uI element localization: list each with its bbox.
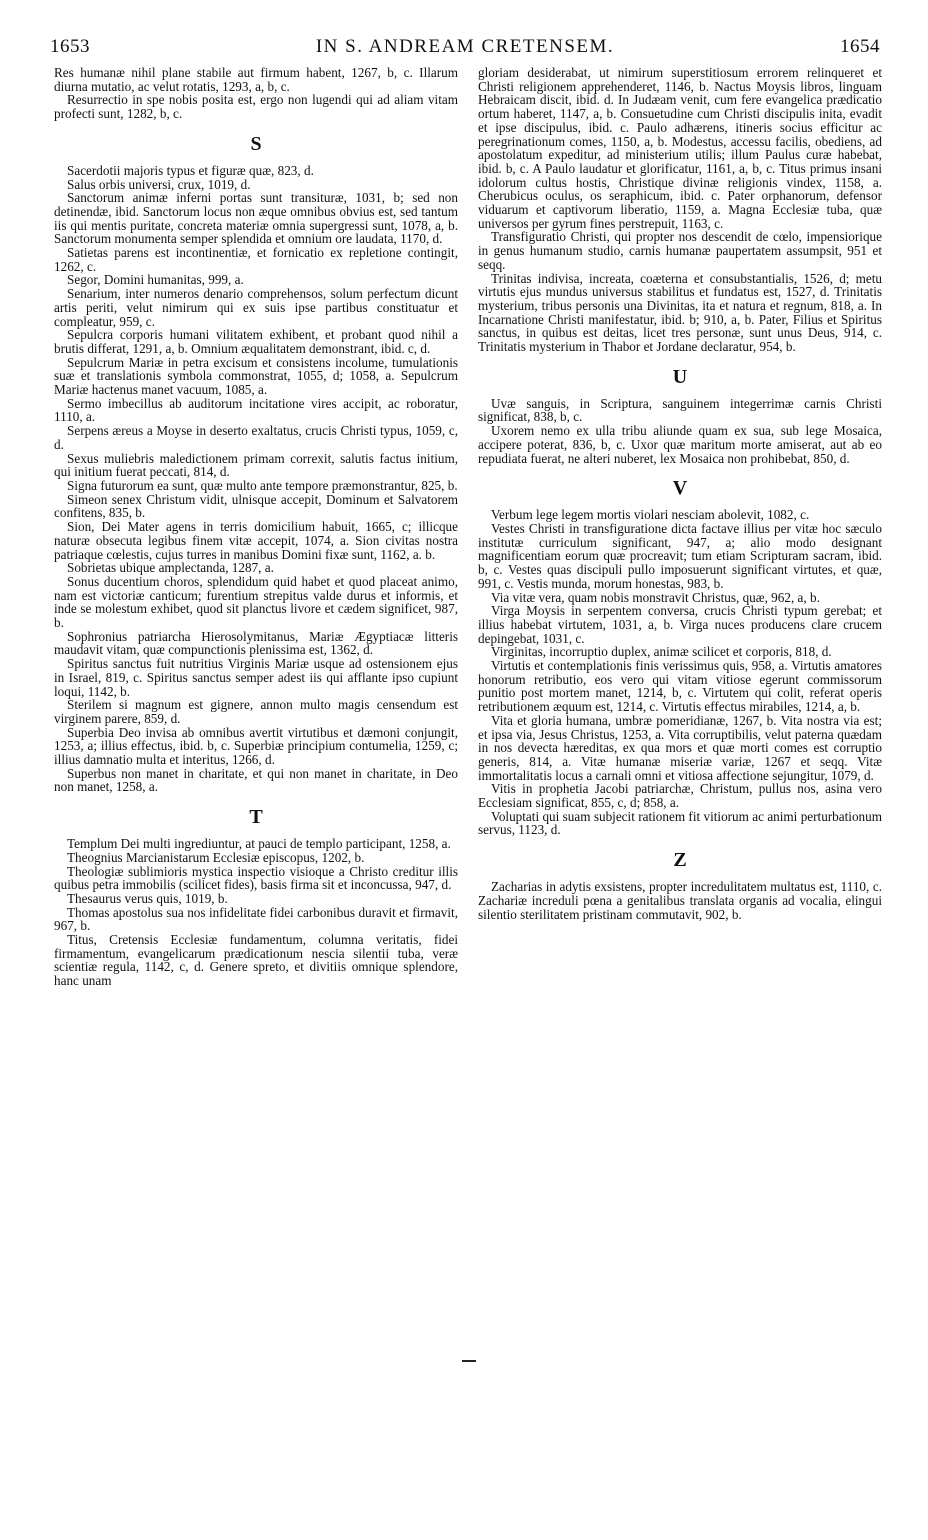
index-entry: Satietas parens est incontinentiæ, et fornicatio ex repletione contingit, 1262, c. <box>54 245 458 274</box>
index-entry: Virginitas, incorruptio duplex, animæ scilicet et corporis, 818, d. <box>491 644 832 660</box>
index-entry: Senarium, inter numeros denario comprehensos, solum perfectum dicunt artis periti, velut nimirum qui ex suis ipse partibus constituatur et compleatur, 959, c. <box>54 286 458 329</box>
index-entry: Sexus muliebris maledictionem primam correxit, salutis factus initium, qui initium fuerat peccati, 814, d. <box>54 450 458 480</box>
index-entry: Sobrietas ubique amplectanda, 1287, a. <box>67 560 274 576</box>
index-entry: Transfiguratio Christi, qui propter nos descendit de cœlo, impensiorique in genus humanum studio, carnis humanæ paupertatem assumpsit, 951 et seqq. <box>478 229 882 272</box>
left-column <box>54 66 458 988</box>
section-letter: V <box>672 477 688 500</box>
index-entry: Uvæ sanguis, in Scriptura, sanguinem integerrimæ carnis Christi significat, 838, b, c. <box>478 395 882 425</box>
index-entry: Vestes Christi in transfiguratione dicta factave illius per vitæ hoc sæculo institutæ curriculum significant, 947, a; alio modo designant magnificentiam eorum quæ procreavit; tum etiam Scripturam sacram, ibid. b, c. Vestes quas discipuli pullo imposuerunt significant virtutes, et quæ, 991, c. Vestis munda, morum honestas, 983, b. <box>478 520 882 591</box>
index-entry: Sermo imbecillus ab auditorum incitatione vires accipit, ac roboratur, 1110, a. <box>54 395 458 425</box>
index-entry: Vitis in prophetia Jacobi patriarchæ, Christum, pullus nos, asina vero Ecclesiam significat, 855, c, d; 858, a. <box>478 781 882 811</box>
index-entry: Uxorem nemo ex ulla tribu aliunde quam ex sua, sub lege Mosaica, accipere poterat, 836, b, c. Uxor quæ maritum morte amiserat, aut ab eo repudiata fuerat, ne alteri nuberet, lex Mosaica non prohibebat, 850, d. <box>478 423 882 466</box>
section-letter: S <box>250 132 262 155</box>
index-entry: Sophronius patriarcha Hierosolymitanus, Mariæ Ægyptiacæ litteris maudavit vitam, quæ compunctionis plenissima est, 1362, d. <box>54 628 458 658</box>
section-letter: Z <box>673 849 687 872</box>
index-entry: Sterilem si magnum est gignere, annon multo magis censendum est virginem parere, 859, d. <box>54 697 458 726</box>
index-entry: Thesaurus verus quis, 1019, b. <box>67 890 228 906</box>
section-letter: U <box>672 365 688 388</box>
index-entry: Signa futurorum ea sunt, quæ multo ante tempore præmonstrantur, 825, b. <box>67 477 458 493</box>
index-entry: Sion, Dei Mater agens in terris domicilium habuit, 1665, c; illicque naturæ obsecuta legibus finem vitæ accepit, 1074, a. Sion civitas nostra patriaque cœlestis, cujus turres in manibus Domini fixæ sunt, 1162, a. b. <box>54 519 458 562</box>
index-entry: Theognius Marcianistarum Ecclesiæ episcopus, 1202, b. <box>67 849 365 865</box>
index-entry: Verbum lege legem mortis violari nesciam abolevit, 1082, c. <box>491 507 810 523</box>
section-letter: T <box>249 806 263 829</box>
index-entry: Virtutis et contemplationis finis verissimus quis, 958, a. Virtutis amatores honorum retributio, eos vero qui vitam vitiose egerunt commissorum punitio post mortem manet, 1214, b, c. Virtutem qui colit, referat operis retributionem æquum est, 1214, c. Virtutis effectus mirabiles, 1214, a, b. <box>478 658 882 715</box>
index-entry: Thomas apostolus sua nos infidelitate fidei carbonibus duravit et firmavit, 967, b. <box>54 904 458 934</box>
index-entry: Spiritus sanctus fuit nutritius Virginis Mariæ usque ad ostensionem ejus in Israel, 819, c. Spiritus sanctus semper adest iis qui afflante ipso cupiunt loqui, 1142, b. <box>54 656 458 699</box>
index-entry-continued: Res humanæ nihil plane stabile aut firmum habent, 1267, b, c. Illarum diurna mutatio, ac velut rotatis, 1293, a, b, c. <box>54 65 458 94</box>
index-entry-continued: gloriam desiderabat, ut nimirum superstitiosum errorem relinqueret et Christi religionem apprehenderet, 1146, b. Nactus Moysis libros, linguam Hebraicam discit, ibid. d. In Judæam venit, cum fere evangelica prædicatio ortum haberet, 1147, a, b. Consuetudine cum Christi discipulis inita, evadit et ipse discipulus, ibid. c. Paulo adhærens, itineris socius efficitur ac peregrinationum comes, 1150, a, b. Modestus, accessu facilis, obediens, ad apostolatum expeditur, ad ministerium utilis; illum Paulus curæ habebat, ibid. b, c. A Paulo laudatur et glorificatur, 1161, a, b, c. Titus primus insani idolorum cultus hostis, Christique divinæ religionis vindex, 1158, a. Cherubicus oculus, os seraphicum, ibid. c. Pater orphanorum, defensor viduarum et captivorum liberatio, 1159, a. Magna Ecclesiæ tuba, quæ universos per gyrum fines perstrepuit, 1163, c. <box>478 65 882 231</box>
index-entry: Voluptati qui suam subjecit rationem fit vitiorum ac animi perturbationum servus, 1123, d. <box>478 808 882 838</box>
index-entry: Zacharias in adytis exsistens, propter incredulitatem multatus est, 1110, c. Zachariæ increduli pœna a genitalibus translata organis ad vocalia, elingui silentio sterilitatem pristinam commutavit, 902, b. <box>478 879 882 922</box>
index-entry: Segor, Domini humanitas, 999, a. <box>67 272 244 288</box>
index-entry: Serpens æreus a Moyse in deserto exaltatus, crucis Christi typus, 1059, c, d. <box>54 423 458 452</box>
running-title: IN S. ANDREAM CRETENSEM. <box>315 36 615 57</box>
index-entry: Sonus ducentium choros, splendidum quid habet et quod placeat animo, nam est victoriæ canticum; furentium strepitus valde durus et informis, et inde se molestum exhibet, quod sit planctus livore et cædem significet, 987, b. <box>54 573 458 631</box>
index-entry: Vita et gloria humana, umbræ pomeridianæ, 1267, b. Vita nostra via est; et ipsa via, Jesus Christus, 1253, a. Vita corruptibilis, velut paterna quædam in nos devecta hæreditas, ex qua mors et quæ morti comes est corruptio generis, 814, a. Vitæ humanæ miseriæ variæ, 1267 et seqq. Vitæ immortalitatis locus a carnali omni et vitiosa affectione sejungitur, 1079, d. <box>478 712 882 783</box>
index-entry: Sepulcra corporis humani vilitatem exhibent, et probant quod nihil a brutis differat, 1291, a, b. Omnium æqualitatem demonstrant, ibid. c, d. <box>54 327 458 356</box>
index-entry: Superbia Deo invisa ab omnibus avertit virtutibus et dæmoni conjungit, 1253, a; illius effectus, ibid. b, c. Superbiæ principium contumelia, 1259, c; illius damnatio multa et interitus, 1266, d. <box>54 724 458 768</box>
index-entry: Sanctorum animæ inferni portas sunt transituræ, 1031, b; sed non detinendæ, ibid. Sanctorum locus non æque omnibus obvius est, sed tantum iis qui mentis puritate, concreta materiæ omnia supergressi sunt, 1078, a, b. Sanctorum monumenta semper splendida et omnium ore laudata, 1170, d. <box>54 190 458 247</box>
page-header <box>50 36 880 60</box>
index-entry: Templum Dei multi ingrediuntur, at pauci de templo participant, 1258, a. <box>67 836 451 852</box>
index-entry: Sacerdotii majoris typus et figuræ quæ, 823, d. <box>67 162 314 178</box>
index-entry: Simeon senex Christum vidit, ulnisque accepit, Dominum et Salvatorem confitens, 835, b. <box>54 491 458 521</box>
index-entry: Superbus non manet in charitate, et qui non manet in charitate, in Deo non manet, 1258, a. <box>54 765 458 795</box>
index-entry: Via vitæ vera, quam nobis monstravit Christus, quæ, 962, a, b. <box>491 589 820 605</box>
index-entry: Titus, Cretensis Ecclesiæ fundamentum, columna veritatis, fidei firmamentum, evangelicarum prædicationum nescia silentii tuba, veræ scientiæ regula, 1142, c, d. Genere spreto, et divitiis omnique splendore, hanc unam <box>54 932 458 989</box>
index-entry: Salus orbis universi, crux, 1019, d. <box>67 176 251 192</box>
index-entry: Sepulcrum Mariæ in petra excisum et consistens incolume, tumulationis suæ et translationis symbola commonstrat, 1055, d; 1058, a. Sepulcrum Mariæ hactenus manet vacuum, 1085, a. <box>54 354 458 398</box>
right-column <box>478 66 882 921</box>
index-entry: Theologiæ sublimioris mystica inspectio visioque a Christo creditur illis quibus petra immobilis (scilicet fides), basis firma sit et inconcussa, 947, d. <box>54 863 458 893</box>
page-number-right: 1654 <box>840 36 880 57</box>
index-entry: Virga Moysis in serpentem conversa, crucis Christi typum gerebat; et illius habebat virtutem, 1031, a, b. Virga nuces producens clare crucem depingebat, 1031, c. <box>478 603 882 646</box>
footer-rule <box>462 1360 476 1362</box>
page-number-left: 1653 <box>50 36 90 57</box>
index-entry: Resurrectio in spe nobis posita est, ergo non lugendi qui ad aliam vitam profecti sunt, 1282, b, c. <box>54 92 458 122</box>
index-entry: Trinitas indivisa, increata, coæterna et consubstantialis, 1526, d; metu virtutis ejus mundus universus stabilitus et fundatus est, 1527, d. Trinitatis mysterium, tribus personis una Divinitas, ita et natura et regnum, 818, a. In Incarnatione Christi manifestatur, ibid. b; 910, a, b. Pater, Filius et Spiritus sanctus, in quibus est deitas, licet tres personæ, sunt unus Deus, 914, c. Trinitatis mysterium in Thabor et Jordane declaratur, 954, b. <box>478 270 882 355</box>
